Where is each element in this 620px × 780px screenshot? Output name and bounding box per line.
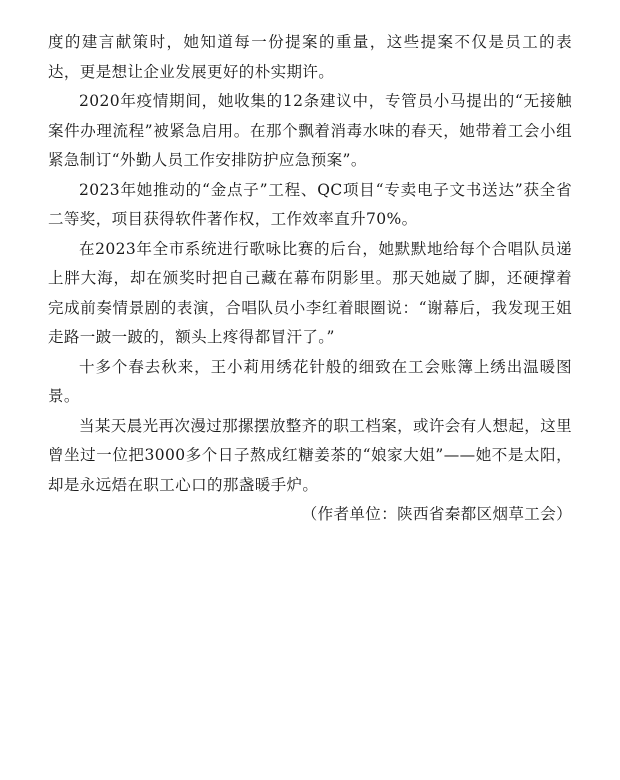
paragraph-continuation: 度的建言献策时，她知道每一份提案的重量，这些提案不仅是员工的表达，更是想让企业发展更好的朴实期许。: [48, 33, 572, 81]
paragraph-2020-epidemic: 2020年疫情期间，她收集的12条建议中，专管员小马提出的“无接触案件办理流程”被紧急启用。在那个飘着消毒水味的春天，她带着工会小组紧急制订“外勤人员工作安排防护应急预案”。: [48, 92, 572, 169]
paragraph-closing: 当某天晨光再次漫过那摞摆放整齐的职工档案，或许会有人想起，这里曾坐过一位把3000多个日子熬成红糖姜茶的“娘家大姐”——她不是太阳，却是永远焐在职工心口的那盏暖手炉。: [48, 416, 572, 494]
article-body: [48, 28, 572, 530]
author-affiliation: （作者单位：陕西省秦都区烟草工会）: [301, 505, 572, 523]
paragraph-2023-award: 2023年她推动的“金点子”工程、QC项目“专卖电子文书送达”获全省二等奖，项目获得软件著作权，工作效率直升70%。: [48, 180, 572, 228]
paragraph-seasons: 十多个春去秋来，王小莉用绣花针般的细致在工会账簿上绣出温暖图景。: [48, 357, 572, 405]
paragraph-singing-contest: 在2023年全市系统进行歌咏比赛的后台，她默默地给每个合唱队员递上胖大海，却在颁奖时把自己藏在幕布阴影里。那天她崴了脚，还硬撑着完成前奏情景剧的表演，合唱队员小李红着眼圈说：“谢幕后，我发现王姐走路一跛一跛的，额头上疼得都冒汗了。”: [48, 239, 572, 346]
